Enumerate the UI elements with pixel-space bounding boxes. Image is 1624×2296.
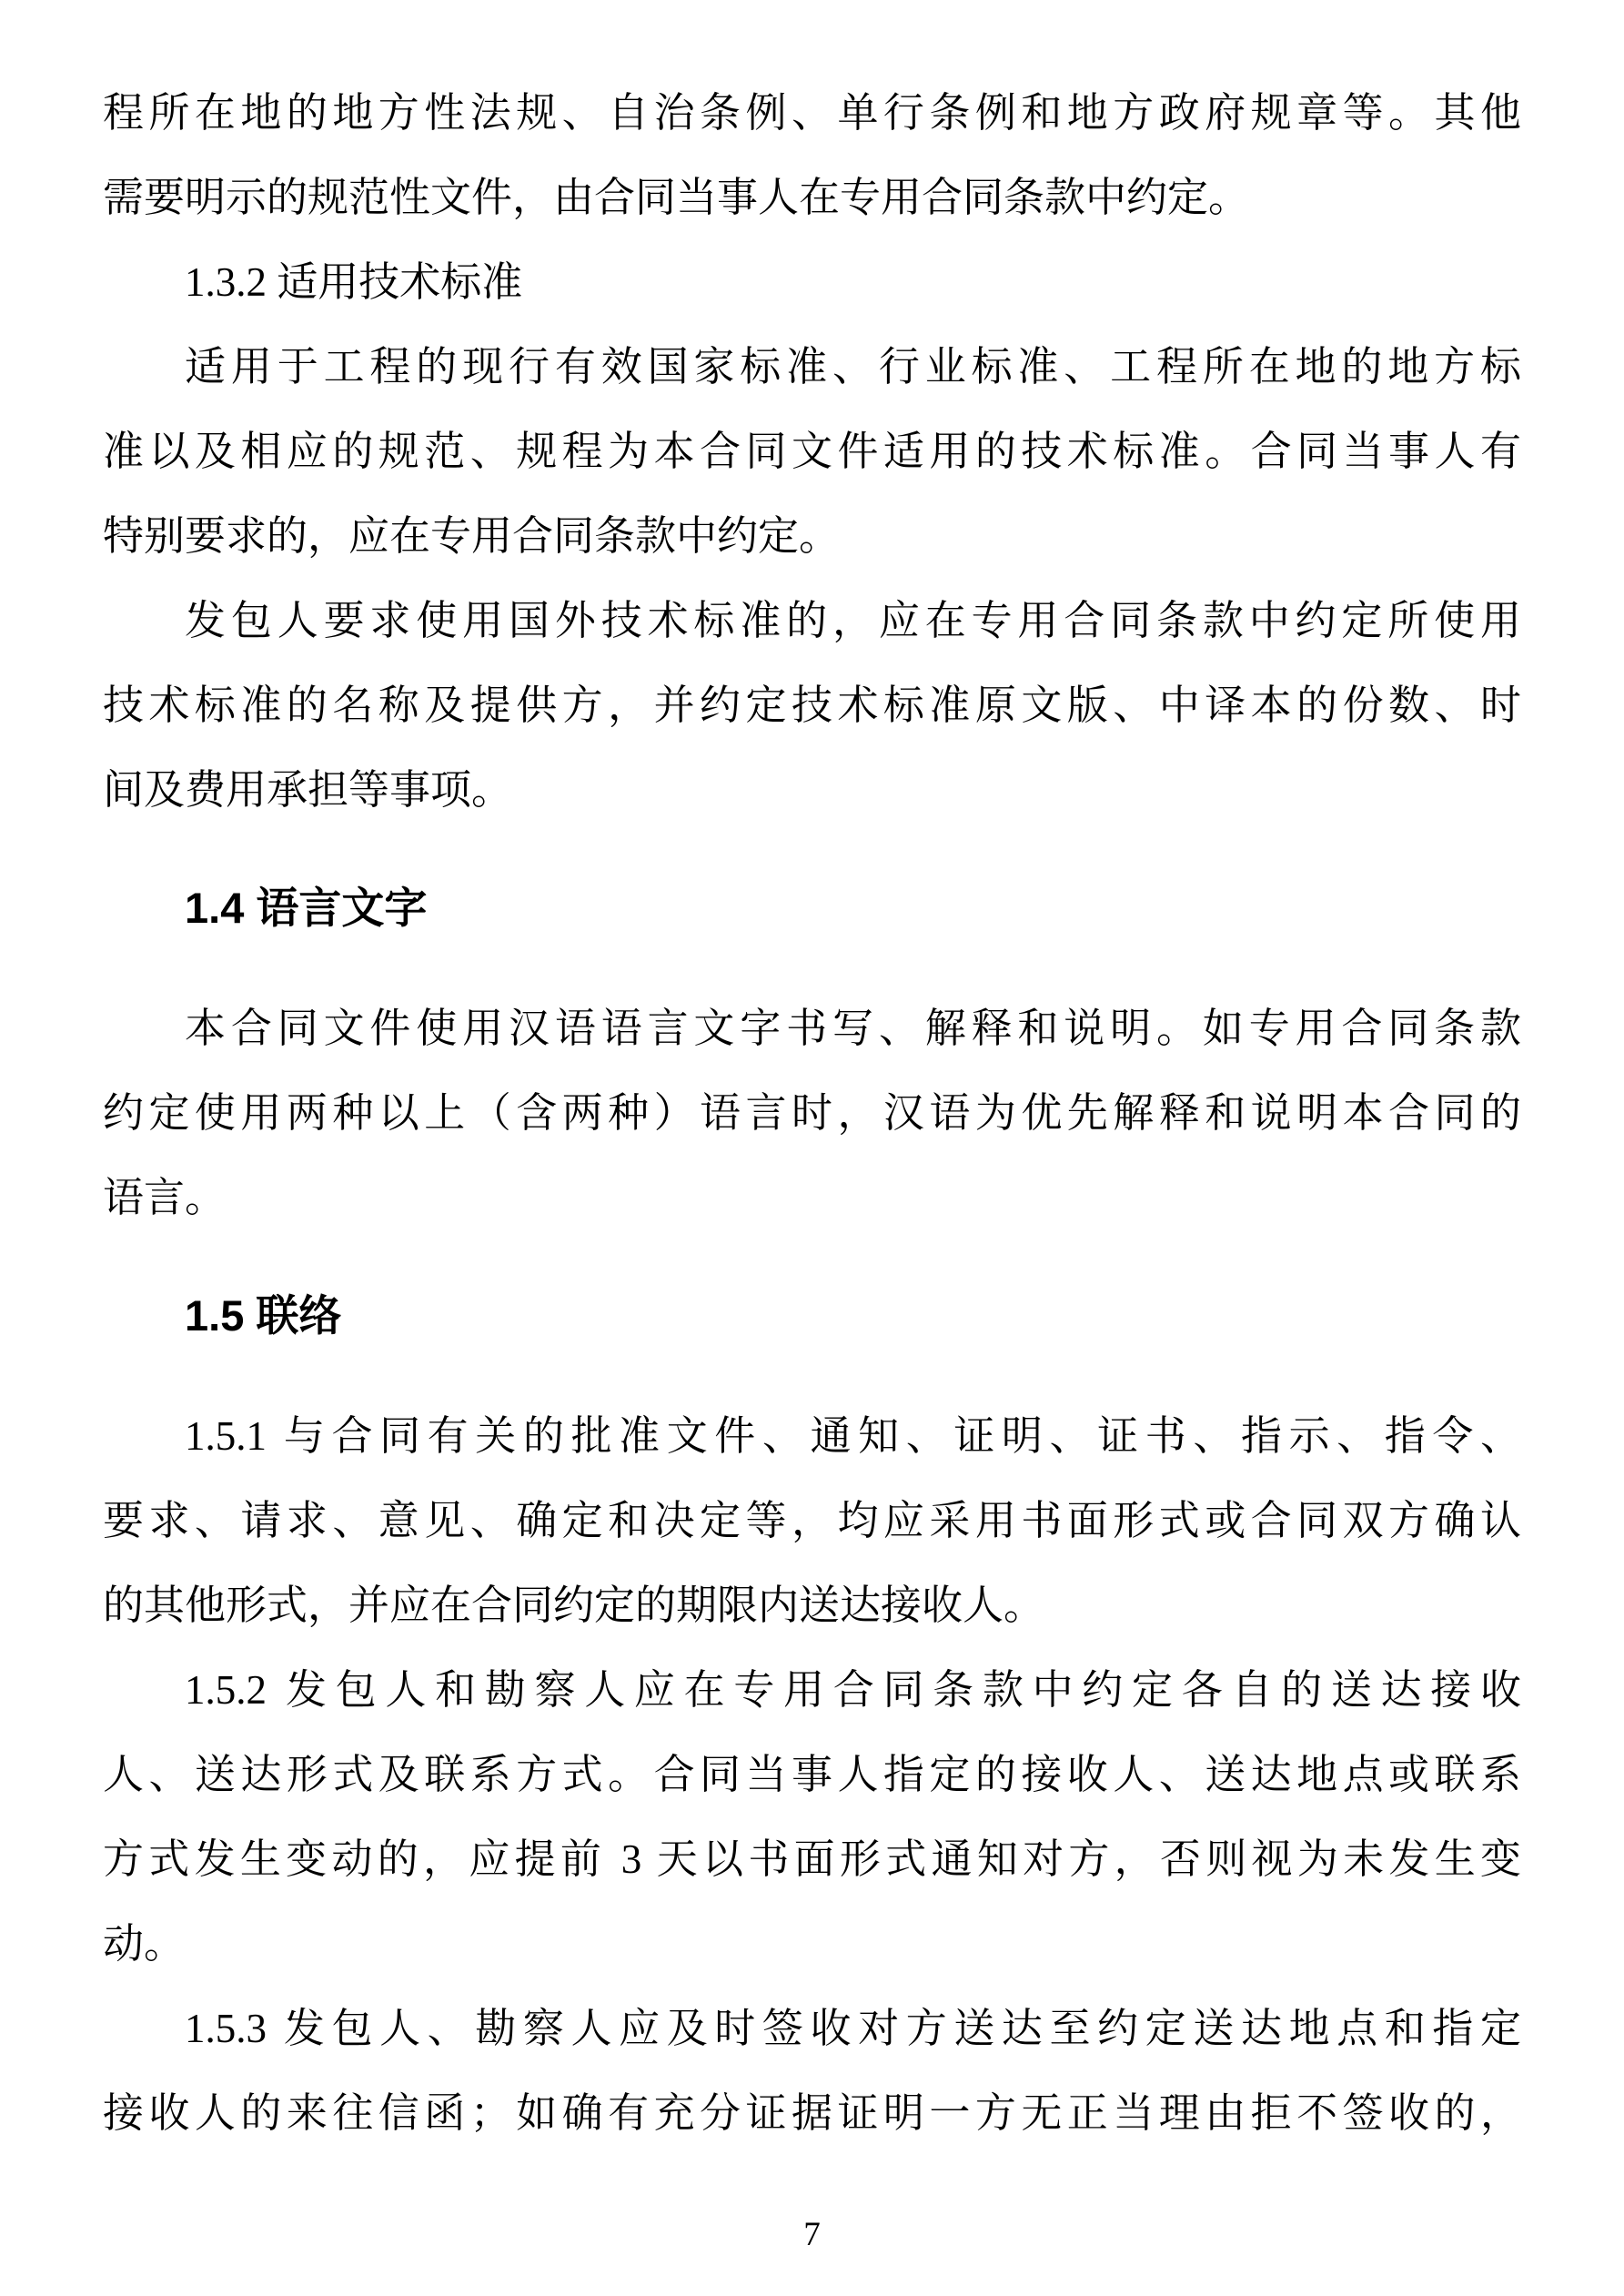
text-line: 程所在地的地方性法规、自治条例、单行条例和地方政府规章等。其他: [103, 90, 1521, 136]
text-line: 动。: [103, 1921, 186, 1967]
text-line: 语言。: [103, 1175, 227, 1220]
text-line: 发包人要求使用国外技术标准的，应在专用合同条款中约定所使用: [185, 598, 1521, 643]
text-line: 准以及相应的规范、规程为本合同文件适用的技术标准。合同当事人有: [103, 429, 1521, 474]
text-line: 人、送达形式及联系方式。合同当事人指定的接收人、送达地点或联系: [103, 1752, 1521, 1797]
text-line: 约定使用两种以上（含两种）语言时，汉语为优先解释和说明本合同的: [103, 1090, 1521, 1136]
text-line: 特别要求的，应在专用合同条款中约定。: [103, 513, 841, 559]
section-heading-1-5: 1.5 联络: [185, 1291, 342, 1340]
text-line: 接收人的来往信函；如确有充分证据证明一方无正当理由拒不签收的，: [103, 2090, 1521, 2136]
text-line: 1.5.2 发包人和勘察人应在专用合同条款中约定各自的送达接收: [185, 1667, 1521, 1713]
clause-number-1-3-2: 1.3.2 适用技术标准: [185, 259, 523, 305]
text-line: 需要明示的规范性文件，由合同当事人在专用合同条款中约定。: [103, 175, 1250, 220]
text-line: 方式发生变动的，应提前 3 天以书面形式通知对方，否则视为未发生变: [103, 1836, 1521, 1882]
text-line: 1.5.3 发包人、勘察人应及时签收对方送达至约定送达地点和指定: [185, 2006, 1521, 2051]
text-line: 的其他形式，并应在合同约定的期限内送达接收人。: [103, 1583, 1045, 1628]
section-heading-1-4: 1.4 语言文字: [185, 884, 428, 932]
text-line: 适用于工程的现行有效国家标准、行业标准、工程所在地的地方标: [185, 344, 1521, 389]
page-number: 7: [803, 2216, 821, 2253]
text-line: 间及费用承担等事项。: [103, 767, 513, 813]
text-line: 要求、请求、意见、确定和决定等，均应采用书面形式或合同双方确认: [103, 1498, 1521, 1543]
text-line: 技术标准的名称及提供方，并约定技术标准原文版、中译本的份数、时: [103, 683, 1521, 728]
text-line: 1.5.1 与合同有关的批准文件、通知、证明、证书、指示、指令、: [185, 1413, 1521, 1459]
text-line: 本合同文件使用汉语语言文字书写、解释和说明。如专用合同条款: [185, 1006, 1521, 1051]
